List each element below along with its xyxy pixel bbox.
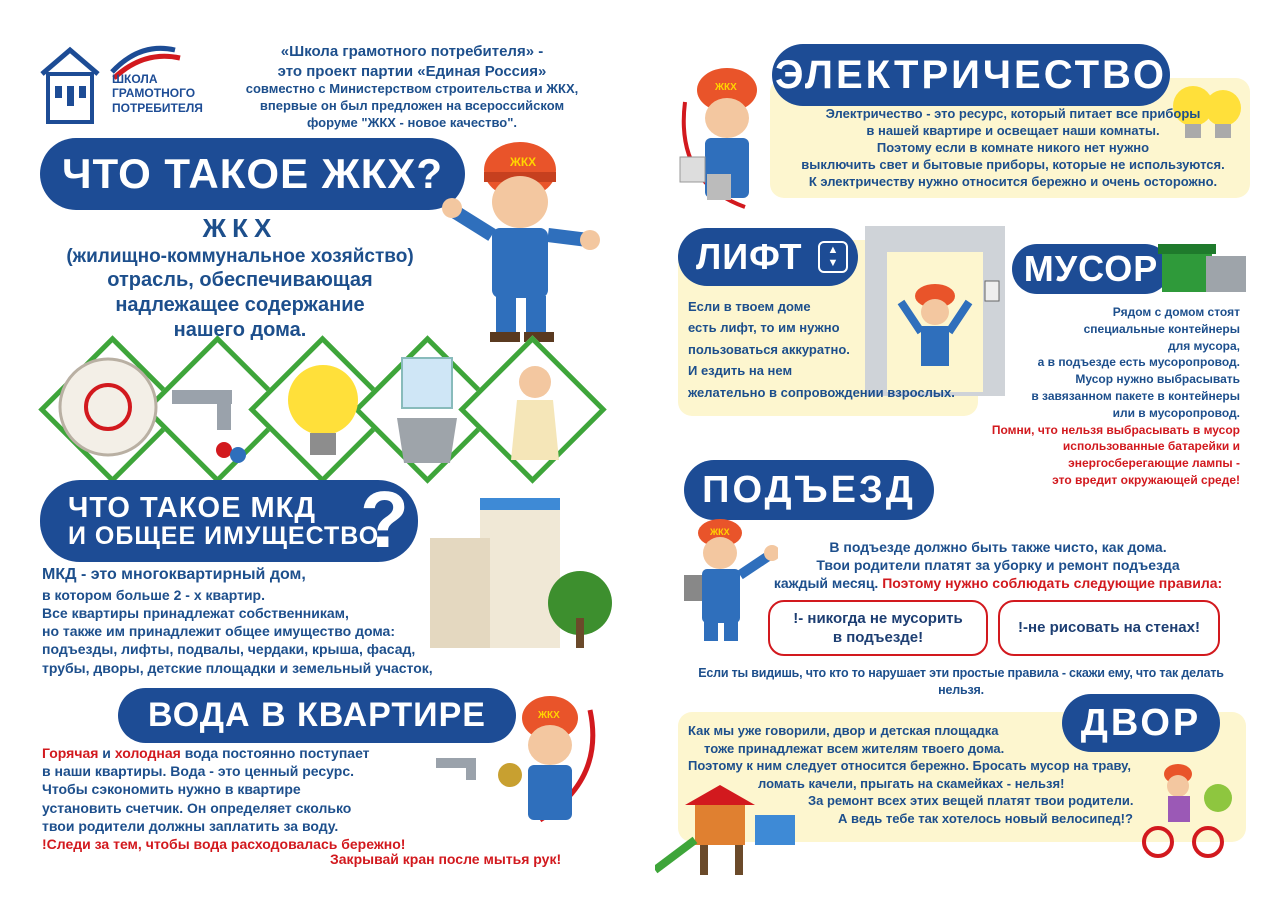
electro-text: Электричество - это ресурс, который питает все приборы в нашей квартире и освещает наши комнаты. Поэтому если в комнате никого нет нужно выключить свет и бытовые приборы, которые не используются. К электричеству нужно относится бережно и очень осторожно. — [801, 106, 1225, 189]
podezd-footer: Если ты видишь, что кто то нарушает эти простые правила - скажи ему, что так делать нельзя. — [698, 666, 1224, 697]
zhkh-heading: ЧТО ТАКОЕ ЖКХ? — [40, 138, 465, 210]
svg-text:ЖКХ: ЖКХ — [710, 527, 730, 537]
svg-text:ЖКХ: ЖКХ — [510, 155, 537, 169]
podezd-heading: ПОДЪЕЗД — [684, 460, 934, 520]
lift-text: Если в твоем доме есть лифт, то им нужно пользоваться аккуратно. И ездить на нем желательно в сопровождении взрослых. — [688, 299, 955, 400]
svg-text:ЖКХ: ЖКХ — [538, 710, 560, 721]
mascot-worker — [440, 130, 600, 345]
intro-text: «Школа грамотного потребителя» - это проект партии «Единая Россия» совместно с Министерством строительства и ЖКХ, впервые он был предложен на всероссийском форуме "ЖКХ - новое качество". — [245, 43, 579, 130]
mkd-text: МКД - это многоквартирный дом, в котором больше 2 - х квартир. Все квартиры принадлежат собственникам, но также им принадлежит общее имущество дома: подъезды, лифты, подвалы, чердаки, крыша, фасад, трубы, дворы, детские площадки и земельный участок, — [42, 566, 433, 676]
dvor-heading: ДВОР — [1062, 694, 1220, 752]
bicycle-boy-icon — [1138, 760, 1238, 865]
janitor-icon — [495, 360, 575, 475]
water-heading: ВОДА В КВАРТИРЕ — [118, 688, 516, 743]
mkd-heading: ЧТО ТАКОЕ МКД И ОБЩЕЕ ИМУЩЕСТВО — [40, 480, 418, 562]
dvor-text: Как мы уже говорили, двор и детская площадка тоже принадлежат всем жителям твоего дома. Поэтому к ним следует относится бережно. Бросать мусор на траву, ломать качели, прыгать на скамейках - нельзя! За ремонт всех этих вещей платят твои родители. А ведь тебе так хотелось новый велосипед!? — [688, 723, 1134, 826]
rule-no-drawing: !-не рисовать на стенах! — [998, 600, 1220, 656]
musor-text: Рядом с домом стоят специальные контейнеры для мусора, а в подъезде есть мусоропровод. Мусор нужно выбрасывать в завязанном пакете в контейнеры или в мусоропровод. Помни, что нельзя выбрасывать в мусор использованные батарейки и энергосберегающие лампы - это вредит окружающей среде! — [991, 305, 1240, 487]
zhkh-definition: ЖКХ (жилищно-коммунальное хозяйство) отрасль, обеспечивающая надлежащее содержание нашего дома. — [66, 213, 414, 342]
question-mark-icon: ? — [360, 475, 409, 564]
svg-text:ЖКХ: ЖКХ — [715, 82, 737, 93]
faucet-icon — [162, 360, 262, 475]
bulb-icon — [278, 355, 368, 470]
water-note: Закрывай кран после мытья рук! — [330, 851, 562, 867]
water-text: Горячая и холодная вода постоянно поступает в наши квартиры. Вода - это ценный ресурс. Чтобы сэкономить нужно в квартире установить счетчик. Он определяет сколько твои родители должны заплатить за воду. !Следи за тем, чтобы вода расходовалась бережно! — [42, 745, 406, 852]
musor-heading: МУСОР — [1012, 244, 1170, 294]
rule-no-litter: !- никогда не мусорить в подъезде! — [768, 600, 988, 656]
podezd-text: В подъезде должно быть также чисто, как дома. Твои родители платят за уборку и ремонт подъезда каждый месяц. Поэтому нужно соблюдать следующие правила: — [773, 539, 1223, 592]
bucket-icon — [382, 348, 472, 473]
lift-heading: ЛИФТ — [678, 228, 858, 286]
radiator-icon — [48, 352, 168, 467]
logo-text: ШКОЛА ГРАМОТНОГО ПОТРЕБИТЕЛЯ — [112, 72, 203, 115]
playground-icon — [655, 785, 815, 885]
container-icon — [1158, 238, 1248, 303]
electro-heading: ЭЛЕКТРИЧЕСТВО — [772, 44, 1170, 106]
lift-updown-icon: ▲ ▼ — [818, 241, 848, 273]
